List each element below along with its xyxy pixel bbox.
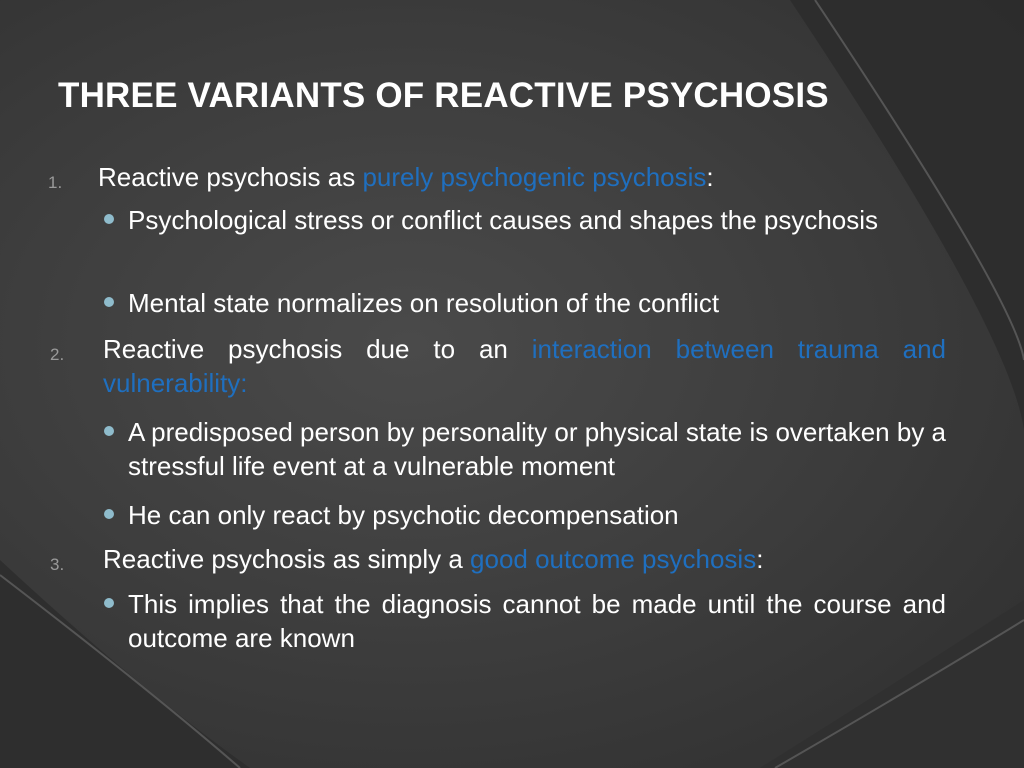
item-2-bullet-2: He can only react by psychotic decompensation: [128, 500, 679, 530]
item-1-text: Reactive psychosis as: [98, 162, 363, 192]
bullet-icon: [104, 509, 114, 519]
item-2-text: Reactive psychosis due to an: [103, 334, 532, 364]
slide-title: THREE VARIANTS OF REACTIVE PSYCHOSIS: [58, 76, 829, 115]
bullet-icon: [104, 297, 114, 307]
bullet-icon: [104, 426, 114, 436]
item-2-highlight: interaction between trauma and vulnerability:: [103, 334, 946, 398]
item-1-text-after: :: [706, 162, 714, 192]
item-3-text-after: :: [756, 544, 764, 574]
item-1-number: 1.: [48, 173, 63, 192]
bullet-icon: [104, 598, 114, 608]
item-3-text: Reactive psychosis as simply a: [103, 544, 471, 574]
bullet-icon: [104, 214, 114, 224]
item-3-heading: [103, 542, 946, 576]
item-2-bullet-1: A predisposed person by personality or physical state is overtaken by a stressful life event at a vulnerable moment: [128, 417, 947, 481]
item-3-highlight: good outcome psychosis: [470, 544, 757, 574]
item-1-heading: [98, 160, 948, 194]
item-2-heading: [103, 332, 946, 400]
item-3-number: 3.: [50, 555, 65, 574]
item-1-highlight: purely psychogenic psychosis: [362, 162, 707, 192]
item-3-bullet-1: This implies that the diagnosis cannot be made until the course and outcome are known: [128, 589, 946, 653]
item-1-bullet-1: Psychological stress or conflict causes and shapes the psychosis: [128, 205, 879, 235]
item-2-number: 2.: [50, 345, 65, 364]
item-1-bullet-2: Mental state normalizes on resolution of the conflict: [128, 288, 720, 318]
